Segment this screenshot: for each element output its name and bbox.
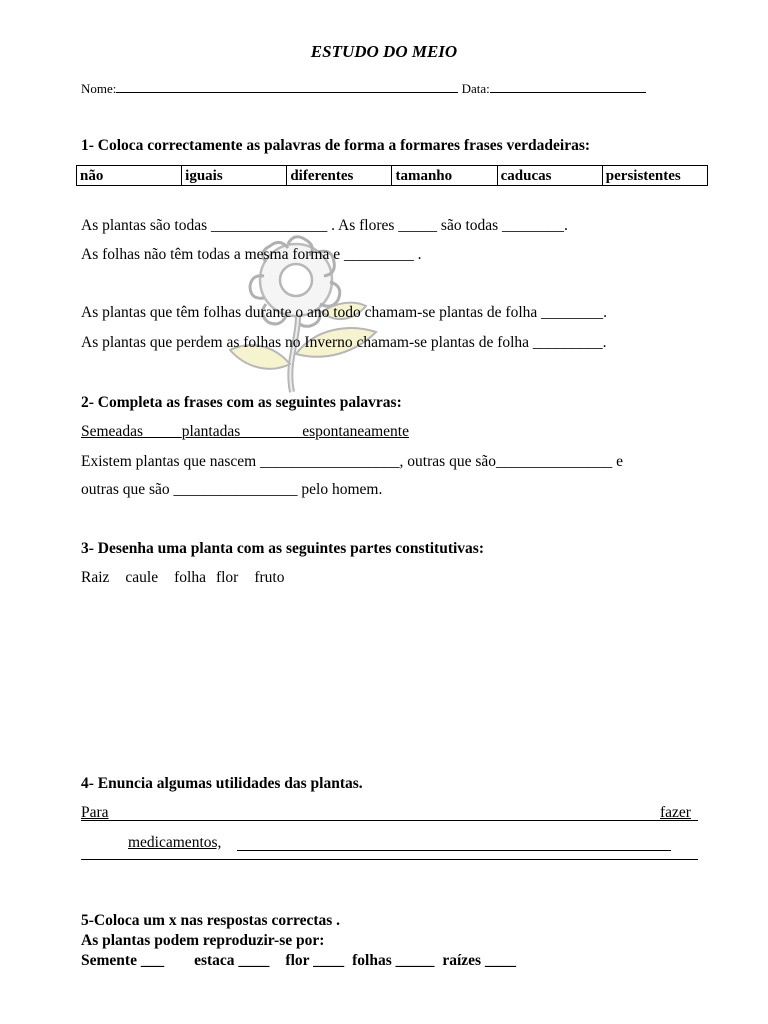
q1-sentence-4: As plantas que perdem as folhas no Inverno chamam-se plantas de folha _________. <box>81 334 607 351</box>
q5-options-row <box>81 952 516 970</box>
date-field[interactable] <box>490 80 646 93</box>
q1-word: iguais <box>182 166 287 186</box>
q5-prompt: 5-Coloca um x nas respostas correctas . <box>81 912 341 929</box>
name-field[interactable] <box>116 80 458 93</box>
q1-word: diferentes <box>287 166 392 186</box>
q1-word: caducas <box>497 166 602 186</box>
q1-word: não <box>77 166 182 186</box>
q3-part: Raiz <box>81 569 110 586</box>
q3-part: folha <box>174 569 206 586</box>
q4-answer-line-3[interactable] <box>81 859 698 860</box>
name-label: Nome: <box>81 81 117 96</box>
q3-part: fruto <box>254 569 285 586</box>
q5-option[interactable]: estaca ____ <box>194 952 270 969</box>
q1-word: persistentes <box>602 166 707 186</box>
q3-part: caule <box>125 569 159 586</box>
q1-prompt: 1- Coloca correctamente as palavras de forma a formares frases verdadeiras: <box>81 137 591 154</box>
q1-sentence-1: As plantas são todas _______________ . As flores _____ são todas ________. <box>81 217 568 234</box>
name-date-row <box>81 80 646 97</box>
q4-line-end: fazer <box>660 804 691 821</box>
date-label: Data: <box>461 81 490 96</box>
q1-sentence-3: As plantas que têm folhas durante o ano todo chamam-se plantas de folha ________. <box>81 304 608 321</box>
page-title: ESTUDO DO MEIO <box>310 42 458 61</box>
q1-sentence-2: As folhas não têm todas a mesma forma e _________ . <box>81 246 422 263</box>
q2-sentence-1: Existem plantas que nascem __________________, outras que são_______________ e <box>81 453 623 470</box>
q3-parts-row <box>81 569 285 587</box>
q1-word: tamanho <box>392 166 497 186</box>
q4-answer-line-1[interactable] <box>81 820 698 821</box>
q3-part: flor <box>215 569 239 586</box>
q2-prompt: 2- Completa as frases com as seguintes palavras: <box>81 394 402 411</box>
q4-answer-line-2[interactable] <box>237 850 671 851</box>
q4-example: medicamentos, <box>128 834 222 851</box>
q5-option[interactable]: Semente ___ <box>81 952 165 969</box>
q5-option[interactable]: raízes ____ <box>442 952 516 969</box>
q2-word-list: Semeadas_____plantadas________espontaneamente <box>81 423 409 440</box>
q3-prompt: 3- Desenha uma planta com as seguintes partes constitutivas: <box>81 540 484 557</box>
q5-option[interactable]: folhas _____ <box>352 952 435 969</box>
q5-subprompt: As plantas podem reproduzir-se por: <box>81 932 325 949</box>
q4-prompt: 4- Enuncia algumas utilidades das plantas. <box>81 775 363 792</box>
q1-word-table <box>76 165 708 186</box>
q4-line-start: Para <box>81 804 109 821</box>
q2-sentence-2: outras que são ________________ pelo homem. <box>81 481 383 498</box>
q5-option[interactable]: flor ____ <box>285 952 345 969</box>
